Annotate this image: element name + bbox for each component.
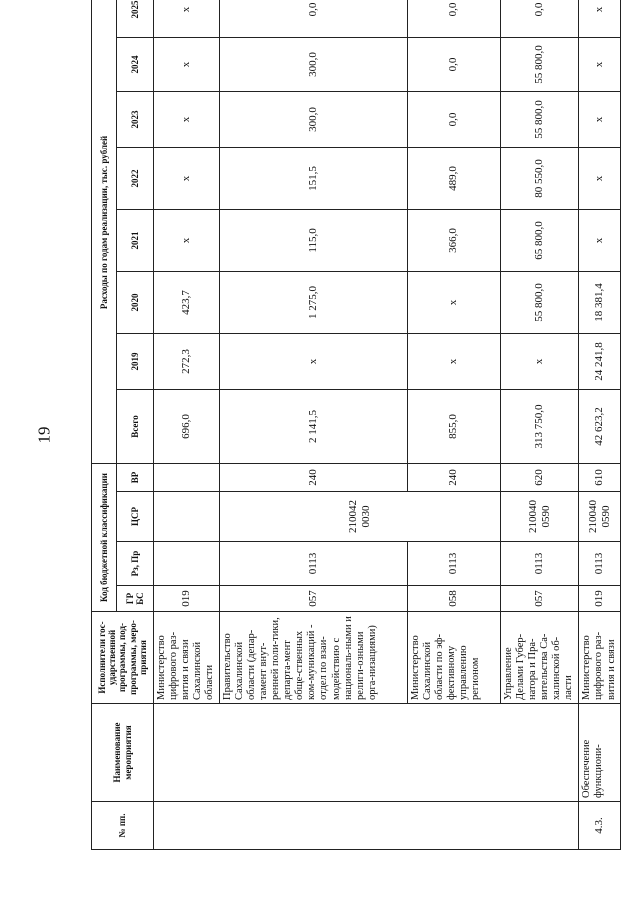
cell-vr: 240 (219, 463, 407, 491)
cell-rzpr: 0113 (500, 542, 579, 586)
cell-value: 151,5 (219, 147, 407, 209)
header-year-2025: 2025 (117, 0, 154, 37)
cell-value: 300,0 (219, 37, 407, 91)
row-name: Обеспечение функциони- (579, 704, 621, 802)
cell-csr-merged: 210042 0030 (219, 492, 500, 542)
row-name (154, 704, 579, 802)
cell-value: х (579, 209, 621, 271)
cell-grbs: 057 (219, 586, 407, 612)
header-name: Наименование мероприятия (92, 704, 154, 802)
cell-csr (154, 492, 220, 542)
header-executor: Исполнители гос-ударственной программы, под-программы, меро-приятия (92, 612, 154, 704)
cell-value: 55 800,0 (500, 37, 579, 91)
cell-value: 313 750,0 (500, 389, 579, 463)
header-rzpr: Рз, Пр (117, 542, 154, 586)
cell-value: х (579, 147, 621, 209)
row-executor: Министерство цифрового раз-вития и связи (579, 612, 621, 704)
cell-value: х (579, 37, 621, 91)
header-year-2024: 2024 (117, 37, 154, 91)
header-year-2023: 2023 (117, 91, 154, 147)
cell-value: х (407, 333, 500, 389)
cell-value: 423,7 (154, 271, 220, 333)
row-num: 4.3. (579, 802, 621, 850)
cell-rzpr: 0113 (219, 542, 407, 586)
cell-csr: 210040 0590 (579, 492, 621, 542)
cell-rzpr: 0113 (579, 542, 621, 586)
table-row (579, 0, 621, 850)
cell-value: х (219, 333, 407, 389)
header-expenses: Расходы по годам реализации, тыс. рублей (92, 0, 117, 463)
cell-value: х (154, 209, 220, 271)
cell-csr: 210040 0590 (500, 492, 579, 542)
header-year-2019: 2019 (117, 333, 154, 389)
cell-vr: 620 (500, 463, 579, 491)
cell-value: 300,0 (219, 91, 407, 147)
rotated-table-container (91, 0, 617, 850)
header-year-2021: 2021 (117, 209, 154, 271)
cell-value: х (579, 91, 621, 147)
cell-grbs: 019 (154, 586, 220, 612)
header-csr: ЦСР (117, 492, 154, 542)
header-grbs: ГР БС (117, 586, 154, 612)
cell-value: 24 241,8 (579, 333, 621, 389)
cell-grbs: 057 (500, 586, 579, 612)
cell-value: 2 141,5 (219, 389, 407, 463)
header-num: № пп. (92, 802, 154, 850)
row-executor: Министерство Сахалинской области по эф-фективному управлению регионом (407, 612, 500, 704)
row-executor: Управление Делами Губер-натора и Пра-вительства Са-халинской об-ласти (500, 612, 579, 704)
cell-value: 18 381,4 (579, 271, 621, 333)
cell-value: х (154, 37, 220, 91)
cell-value: 696,0 (154, 389, 220, 463)
cell-value: 0,0 (407, 91, 500, 147)
cell-value: х (154, 91, 220, 147)
row-executor: Министерство цифрового раз-вития и связи Сахалинской области (154, 612, 220, 704)
cell-vr (154, 463, 220, 491)
cell-vr: 610 (579, 463, 621, 491)
header-year-total: Всего (117, 389, 154, 463)
header-year-2020: 2020 (117, 271, 154, 333)
cell-value: 55 800,0 (500, 271, 579, 333)
page-number: 19 (34, 426, 54, 444)
cell-value: 1 275,0 (219, 271, 407, 333)
cell-value: 0,0 (219, 0, 407, 37)
table-row (154, 0, 220, 850)
cell-value: 272,3 (154, 333, 220, 389)
cell-value: 366,0 (407, 209, 500, 271)
cell-vr: 240 (407, 463, 500, 491)
cell-grbs: 019 (579, 586, 621, 612)
budget-table (91, 0, 621, 850)
cell-value: 0,0 (407, 0, 500, 37)
header-year-2022: 2022 (117, 147, 154, 209)
cell-value: х (154, 0, 220, 37)
cell-value: 42 623,2 (579, 389, 621, 463)
cell-grbs: 058 (407, 586, 500, 612)
header-kbk: Код бюджетной классификации (92, 463, 117, 611)
row-num (154, 802, 579, 850)
cell-rzpr (154, 542, 220, 586)
cell-value: х (407, 271, 500, 333)
cell-value: 855,0 (407, 389, 500, 463)
cell-value: 80 550,0 (500, 147, 579, 209)
cell-rzpr: 0113 (407, 542, 500, 586)
cell-value: 0,0 (500, 0, 579, 37)
cell-value: 115,0 (219, 209, 407, 271)
row-executor: Правительство Сахалинской области (депар-тамент внут-ренней поли-тики, департа-мент обще-ственных ком-муникаций - отдел по взаи-модействию с националь-ными и религи-озными орга-низациями) (219, 612, 407, 704)
cell-value: х (500, 333, 579, 389)
cell-value: 65 800,0 (500, 209, 579, 271)
cell-value: 0,0 (407, 37, 500, 91)
cell-value: х (579, 0, 621, 37)
header-vr: ВР (117, 463, 154, 491)
cell-value: 55 800,0 (500, 91, 579, 147)
cell-value: х (154, 147, 220, 209)
cell-value: 489,0 (407, 147, 500, 209)
